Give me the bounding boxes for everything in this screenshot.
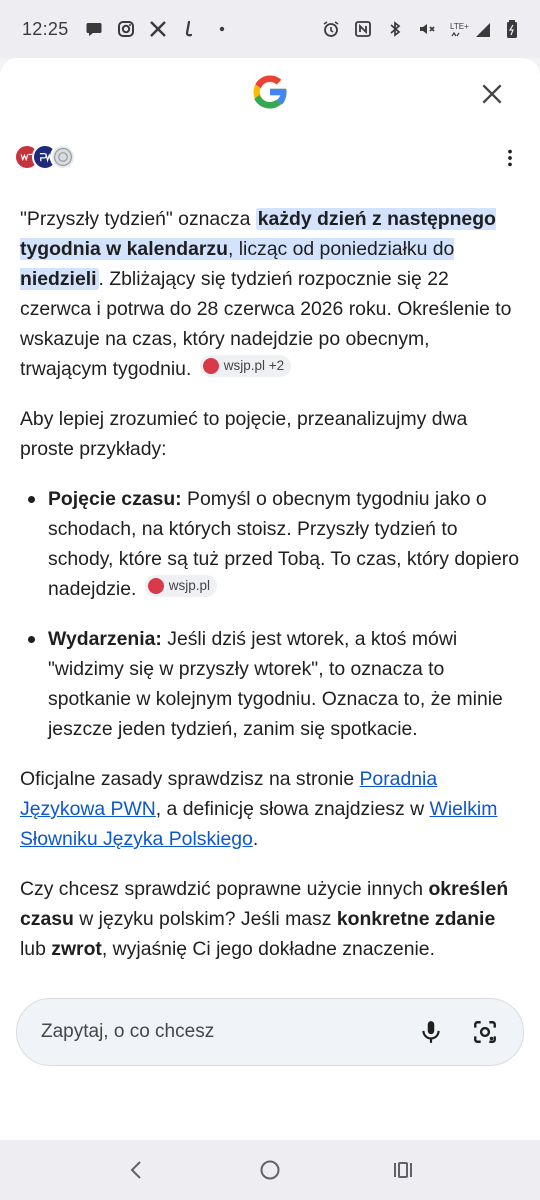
source-chip-wsjp[interactable]: wsjp.pl <box>145 575 217 597</box>
answer-content <box>20 204 520 984</box>
x-icon <box>149 20 167 38</box>
examples-list <box>20 484 520 744</box>
google-g-logo <box>248 70 292 114</box>
nfc-icon <box>354 20 372 38</box>
status-bar <box>0 0 540 58</box>
voice-search-button[interactable] <box>411 1012 451 1052</box>
wsjp-favicon <box>148 578 164 594</box>
instagram-icon <box>117 20 135 38</box>
microphone-icon <box>418 1019 444 1045</box>
link-poradnia-pwn[interactable]: Poradnia Językowa PWN <box>20 768 438 820</box>
recents-icon <box>391 1158 415 1182</box>
system-icons <box>322 20 518 38</box>
mute-icon <box>418 20 436 38</box>
notification-icons <box>85 20 231 38</box>
threads-icon <box>181 20 199 38</box>
dot-icon <box>213 20 231 38</box>
sheet-header <box>0 58 540 132</box>
answer-paragraph-1: "Przyszły tydzień" oznacza każdy dzień z następnego tygodnia w kalendarzu, licząc od poniedziałku do niedzieli . Zbliżający się tydzień rozpocznie się 22 czerwca i potrwa do 28 czerwca 2026 roku. Określenie to wskazuje na czas, który nadejdzie po obecnym, trwającym tygodniu. wsjp.pl +2 <box>20 208 512 380</box>
answer-paragraph-4: Czy chcesz sprawdzić poprawne użycie innych określeń czasu w języku polskim? Jeśli masz konkretne zdanie lub zwrot, wyjaśnię Ci jego dokładne znaczenie. <box>20 878 509 960</box>
source-chip-wsjp-plus[interactable]: wsjp.pl +2 <box>200 355 291 377</box>
signal-icon <box>450 20 492 38</box>
more-vert-icon <box>499 147 521 169</box>
more-options-button[interactable] <box>496 144 524 172</box>
bluetooth-icon <box>386 20 404 38</box>
network-label: LTE+ <box>450 22 469 31</box>
link-wsjp[interactable]: Wielkim Słowniku Języka Polskiego <box>20 798 498 850</box>
status-time: 12:25 <box>22 18 69 39</box>
recents-button[interactable] <box>381 1148 425 1192</box>
ask-input-bar[interactable] <box>16 998 524 1066</box>
close-icon <box>479 81 505 107</box>
answer-paragraph-3: Oficjalne zasady sprawdzisz na stronie Poradnia Językowa PWN, a definicję słowa znajdziesz w Wielkim Słowniku Języka Polskiego. <box>20 768 498 850</box>
list-item: Wydarzenia: Jeśli dziś jest wtorek, a ktoś mówi "widzimy się w przyszły wtorek", to oznacza to spotkanie w kolejnym tygodniu. Oznacza to, że minie jeszcze jeden tydzień, zanim się spotkacie. <box>20 624 520 744</box>
battery-icon <box>506 20 518 38</box>
back-button[interactable] <box>115 1148 159 1192</box>
system-nav-bar <box>0 1140 540 1200</box>
ai-answer-sheet <box>0 58 540 1140</box>
answer-paragraph-2: Aby lepiej zrozumieć to pojęcie, przeanalizujmy dwa proste przykłady: <box>20 408 468 460</box>
close-button[interactable] <box>474 76 510 112</box>
alarm-icon <box>322 20 340 38</box>
home-icon <box>258 1158 282 1182</box>
home-button[interactable] <box>248 1148 292 1192</box>
highlighted-phrase: każdy dzień z następnego tygodnia w kalendarzu, licząc od poniedziałku do niedzieli <box>20 208 496 290</box>
list-item: Pojęcie czasu: Pomyśl o obecnym tygodniu jako o schodach, na których stoisz. Przyszły tydzień to schody, które są tuż przed Tobą. To czas, który dopiero nadejdzie. wsjp.pl <box>20 484 520 604</box>
source-favicon <box>50 144 76 170</box>
ask-input[interactable] <box>41 1021 397 1043</box>
back-icon <box>125 1158 149 1182</box>
lens-search-button[interactable] <box>465 1012 505 1052</box>
sources-favicons[interactable] <box>14 142 76 172</box>
google-lens-icon <box>472 1019 498 1045</box>
wsjp-favicon <box>203 358 219 374</box>
chat-bubble-icon <box>85 20 103 38</box>
